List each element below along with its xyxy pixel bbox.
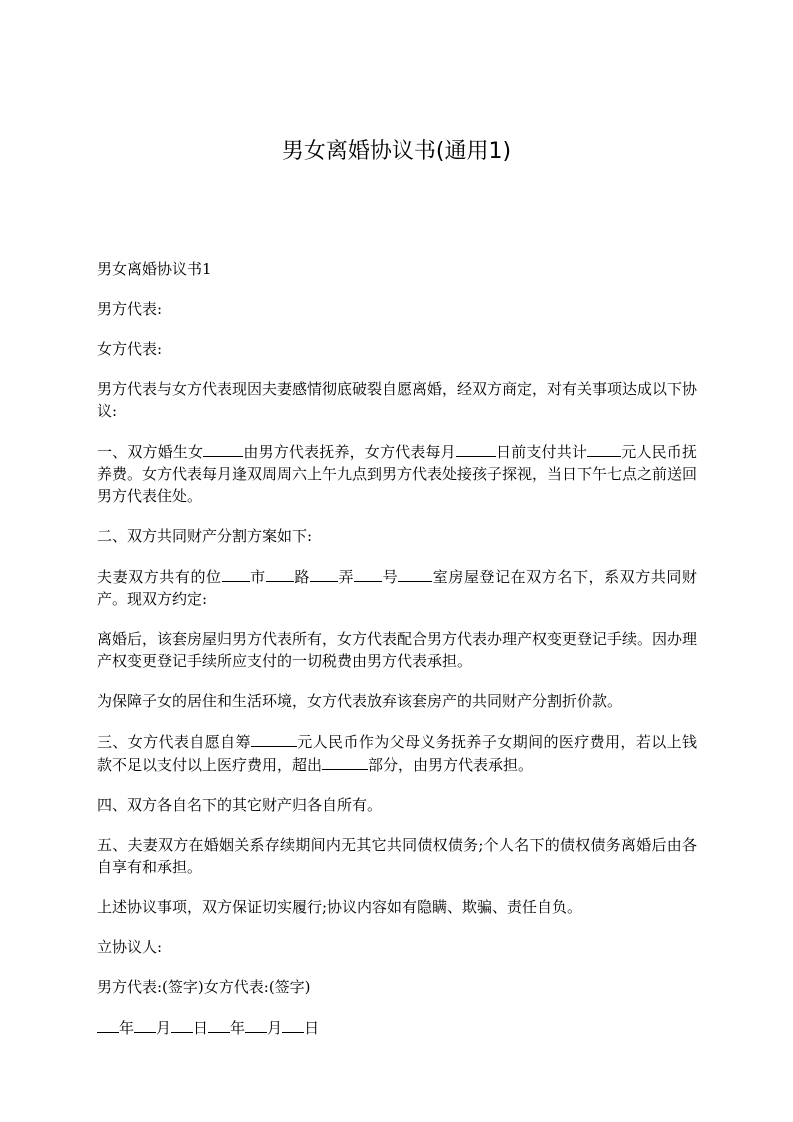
date-month-label: 月 xyxy=(156,1019,172,1037)
clause-3-text-1: 三、女方代表自愿自筹 xyxy=(97,733,251,751)
blank-field xyxy=(398,565,432,582)
blank-field xyxy=(282,1016,304,1033)
blank-field xyxy=(310,565,338,582)
blank-field xyxy=(251,730,297,747)
blank-field xyxy=(245,1016,267,1033)
clause-2-property-paragraph xyxy=(97,565,697,610)
clause-1-paragraph xyxy=(97,440,697,507)
property-text-5: 号 xyxy=(382,568,399,586)
blank-field xyxy=(97,1016,119,1033)
signatories-label: 立协议人: xyxy=(97,938,163,956)
blank-field xyxy=(322,753,368,770)
clause-1-text-2: 由男方代表抚养，女方代表每月 xyxy=(243,443,456,461)
blank-field xyxy=(222,565,250,582)
clause-1-text-3: 日前支付共计 xyxy=(495,443,588,461)
guarantee-paragraph: 上述协议事项，双方保证切实履行;协议内容如有隐瞒、欺骗、责任自负。 xyxy=(97,898,583,916)
property-text-6: 室房屋登记在双方名下，系双方共同财产。现双方约定: xyxy=(97,568,697,608)
document-subtitle: 男女离婚协议书1 xyxy=(97,260,212,278)
date-year-label: 年 xyxy=(119,1019,135,1037)
blank-field xyxy=(266,565,294,582)
male-rep-label: 男方代表: xyxy=(97,300,163,318)
clause-3-text-2: 元人民币作为父母义务抚养子女期间的医疗费用，若以上钱款不足以支付以上医疗费用，超出 xyxy=(97,733,697,774)
blank-field xyxy=(134,1016,156,1033)
blank-field xyxy=(203,440,243,457)
clause-2-children-paragraph: 为保障子女的居住和生活环境，女方代表放弃该套房产的共同财产分割折价款。 xyxy=(97,692,623,710)
clause-4-paragraph: 四、双方各自名下的其它财产归各自所有。 xyxy=(97,796,383,814)
blank-field xyxy=(171,1016,193,1033)
female-rep-label: 女方代表: xyxy=(97,340,163,358)
property-text-2: 市 xyxy=(249,568,266,586)
clause-1-text-4: 元人民币抚养费。女方代表每月逢双周周六上午九点到男方代表处接孩子探视，当日下午七点之前送回男方代表住处。 xyxy=(97,443,698,505)
clause-3-text-3: 部分，由男方代表承担。 xyxy=(368,756,534,774)
property-text-4: 弄 xyxy=(337,568,355,586)
blank-field xyxy=(354,565,382,582)
date-year-label-2: 年 xyxy=(230,1019,246,1037)
intro-paragraph: 男方代表与女方代表现因夫妻感情彻底破裂自愿离婚，经双方商定，对有关事项达成以下协议: xyxy=(97,380,698,420)
blank-field xyxy=(456,440,496,457)
clause-5-paragraph: 五、夫妻双方在婚姻关系存续期间内无其它共同债权债务;个人名下的债权债务离婚后由各自享有和承担。 xyxy=(97,836,697,876)
signature-line: 男方代表:(签字)女方代表:(签字) xyxy=(97,978,311,996)
document-body xyxy=(97,258,697,1057)
date-day-label-2: 日 xyxy=(304,1019,320,1037)
clause-1-text-1: 一、双方婚生女 xyxy=(97,443,204,461)
clause-2-heading: 二、双方共同财产分割方案如下: xyxy=(97,527,313,545)
blank-field xyxy=(208,1016,230,1033)
clause-3-paragraph xyxy=(97,730,697,776)
document-title: 男女离婚协议书(通用1) xyxy=(281,139,512,164)
clause-2-divorce-paragraph: 离婚后，该套房屋归男方代表所有，女方代表配合男方代表办理产权变更登记手续。因办理产权变更登记手续所应支付的一切税费由男方代表承担。 xyxy=(97,630,698,670)
property-text-1: 夫妻双方共有的位 xyxy=(97,568,222,586)
date-line xyxy=(97,1016,697,1039)
date-day-label: 日 xyxy=(193,1019,209,1037)
date-month-label-2: 月 xyxy=(267,1019,283,1037)
property-text-3: 路 xyxy=(293,568,310,586)
blank-field xyxy=(587,440,621,457)
